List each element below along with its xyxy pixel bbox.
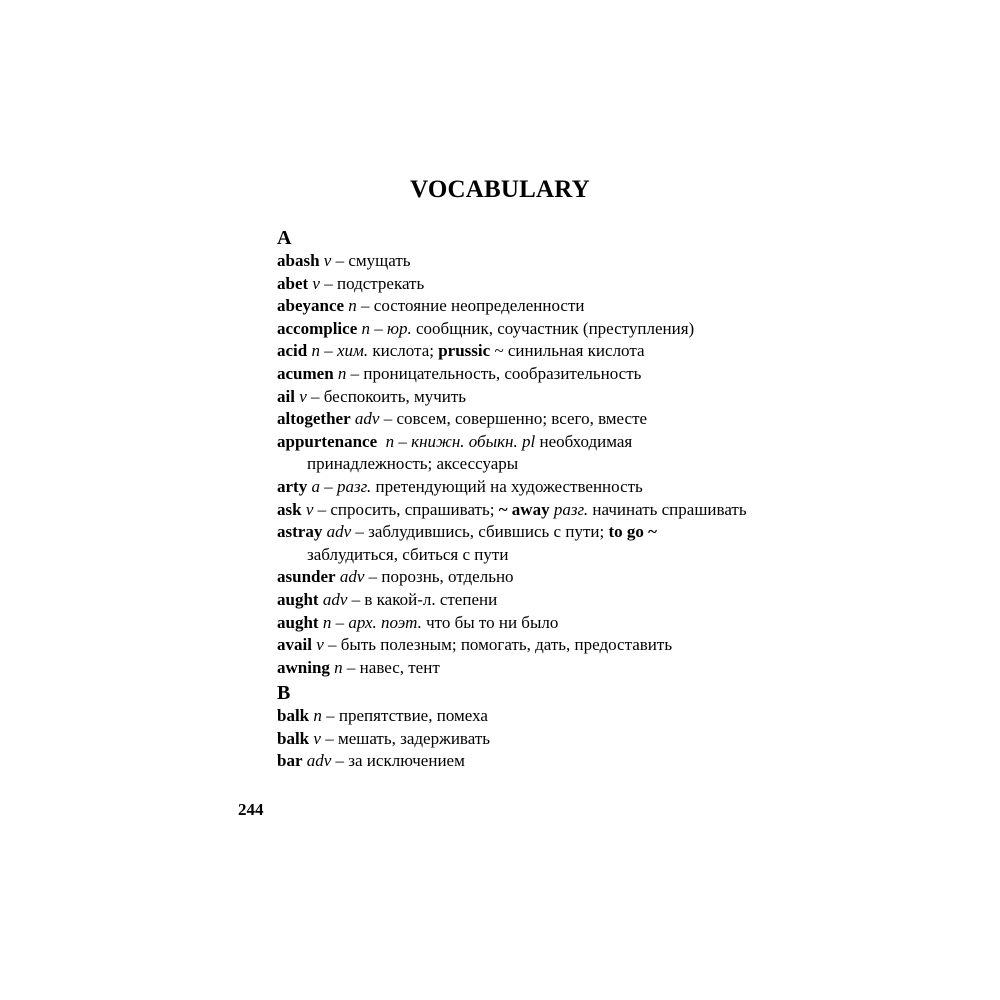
entry-astray-continued: заблудиться, сбиться с пути <box>307 544 509 564</box>
entry-avail: avail v – быть полезным; помогать, дать, предоставить <box>277 635 673 655</box>
entry-appurtenance: appurtenance n – книжн. обыкн. pl необходимая <box>277 431 633 451</box>
entry-aught-n: aught n – арх. поэт. что бы то ни было <box>277 612 559 632</box>
entry-bar: bar adv – за исключением <box>277 751 465 771</box>
entry-ask: ask v – спросить, спрашивать; ~ away разг. начинать спрашивать <box>277 499 747 519</box>
entry-abeyance: abeyance n – состояние неопределенности <box>277 296 585 316</box>
page-title: VOCABULARY <box>410 176 590 203</box>
entry-astray: astray adv – заблудившись, сбившись с пути; to go ~ <box>277 522 657 542</box>
entry-accomplice: accomplice n – юр. сообщник, соучастник (преступления) <box>277 318 695 338</box>
entry-balk-v: balk v – мешать, задерживать <box>277 728 491 748</box>
entry-awning: awning n – навес, тент <box>277 657 440 677</box>
entry-balk-n: balk n – препятствие, помеха <box>277 706 488 726</box>
section-letter-b: B <box>277 682 291 705</box>
entry-abash: abash v – смущать <box>277 251 411 270</box>
entry-arty: arty a – разг. претендующий на художественность <box>277 476 643 496</box>
entry-ail: ail v – беспокоить, мучить <box>277 386 467 406</box>
entry-aught-adv: aught adv – в какой-л. степени <box>277 589 498 609</box>
entry-abet: abet v – подстрекать <box>277 273 425 293</box>
entry-acid: acid n – хим. кислота; prussic ~ синильная кислота <box>277 341 645 361</box>
section-letter-a: A <box>277 227 292 249</box>
vocabulary-list <box>277 224 837 773</box>
entry-acumen: acumen n – проницательность, сообразительность <box>277 363 642 383</box>
entry-asunder: asunder adv – порознь, отдельно <box>277 567 514 587</box>
entry-appurtenance-continued: принадлежность; аксессуары <box>307 454 519 474</box>
page-number: 244 <box>238 800 264 819</box>
entry-altogether: altogether adv – совсем, совершенно; всего, вместе <box>277 409 648 429</box>
